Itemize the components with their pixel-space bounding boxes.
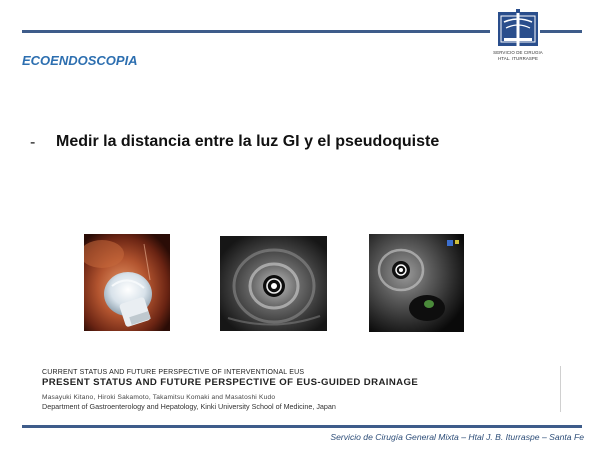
reference-citation — [42, 368, 562, 412]
hospital-crest-icon — [498, 8, 538, 50]
bullet-marker: - — [30, 134, 36, 151]
footer-text: Servicio de Cirugía General Mixta – Htal J. B. Iturraspe – Santa Fe — [330, 432, 584, 442]
hospital-logo — [490, 8, 546, 62]
reference-divider — [560, 366, 561, 412]
endoscopic-view-image — [84, 234, 170, 331]
reference-authors: Masayuki Kitano, Hiroki Sakamoto, Takamitsu Komaki and Masatoshi Kudo — [42, 394, 276, 401]
reference-subtitle: CURRENT STATUS AND FUTURE PERSPECTIVE OF INTERVENTIONAL EUS — [42, 369, 305, 376]
header-rule — [22, 30, 490, 33]
reference-department: Department of Gastroenterology and Hepatology, Kinki University School of Medicine, Japan — [42, 402, 336, 411]
header-rule-right — [540, 30, 582, 33]
logo-line-1: SERVICIO DE CIRUGIA — [493, 50, 543, 55]
reference-title: PRESENT STATUS AND FUTURE PERSPECTIVE OF EUS-GUIDED DRAINAGE — [42, 377, 419, 388]
eus-image-1 — [220, 236, 327, 331]
logo-line-2: HTAL. ITURRASPE — [498, 56, 538, 61]
main-point: Medir la distancia entre la luz GI y el pseudoquiste — [56, 133, 440, 150]
section-title: ECOENDOSCOPIA — [22, 53, 138, 68]
footer-rule — [22, 425, 582, 428]
eus-image-2 — [369, 234, 464, 332]
